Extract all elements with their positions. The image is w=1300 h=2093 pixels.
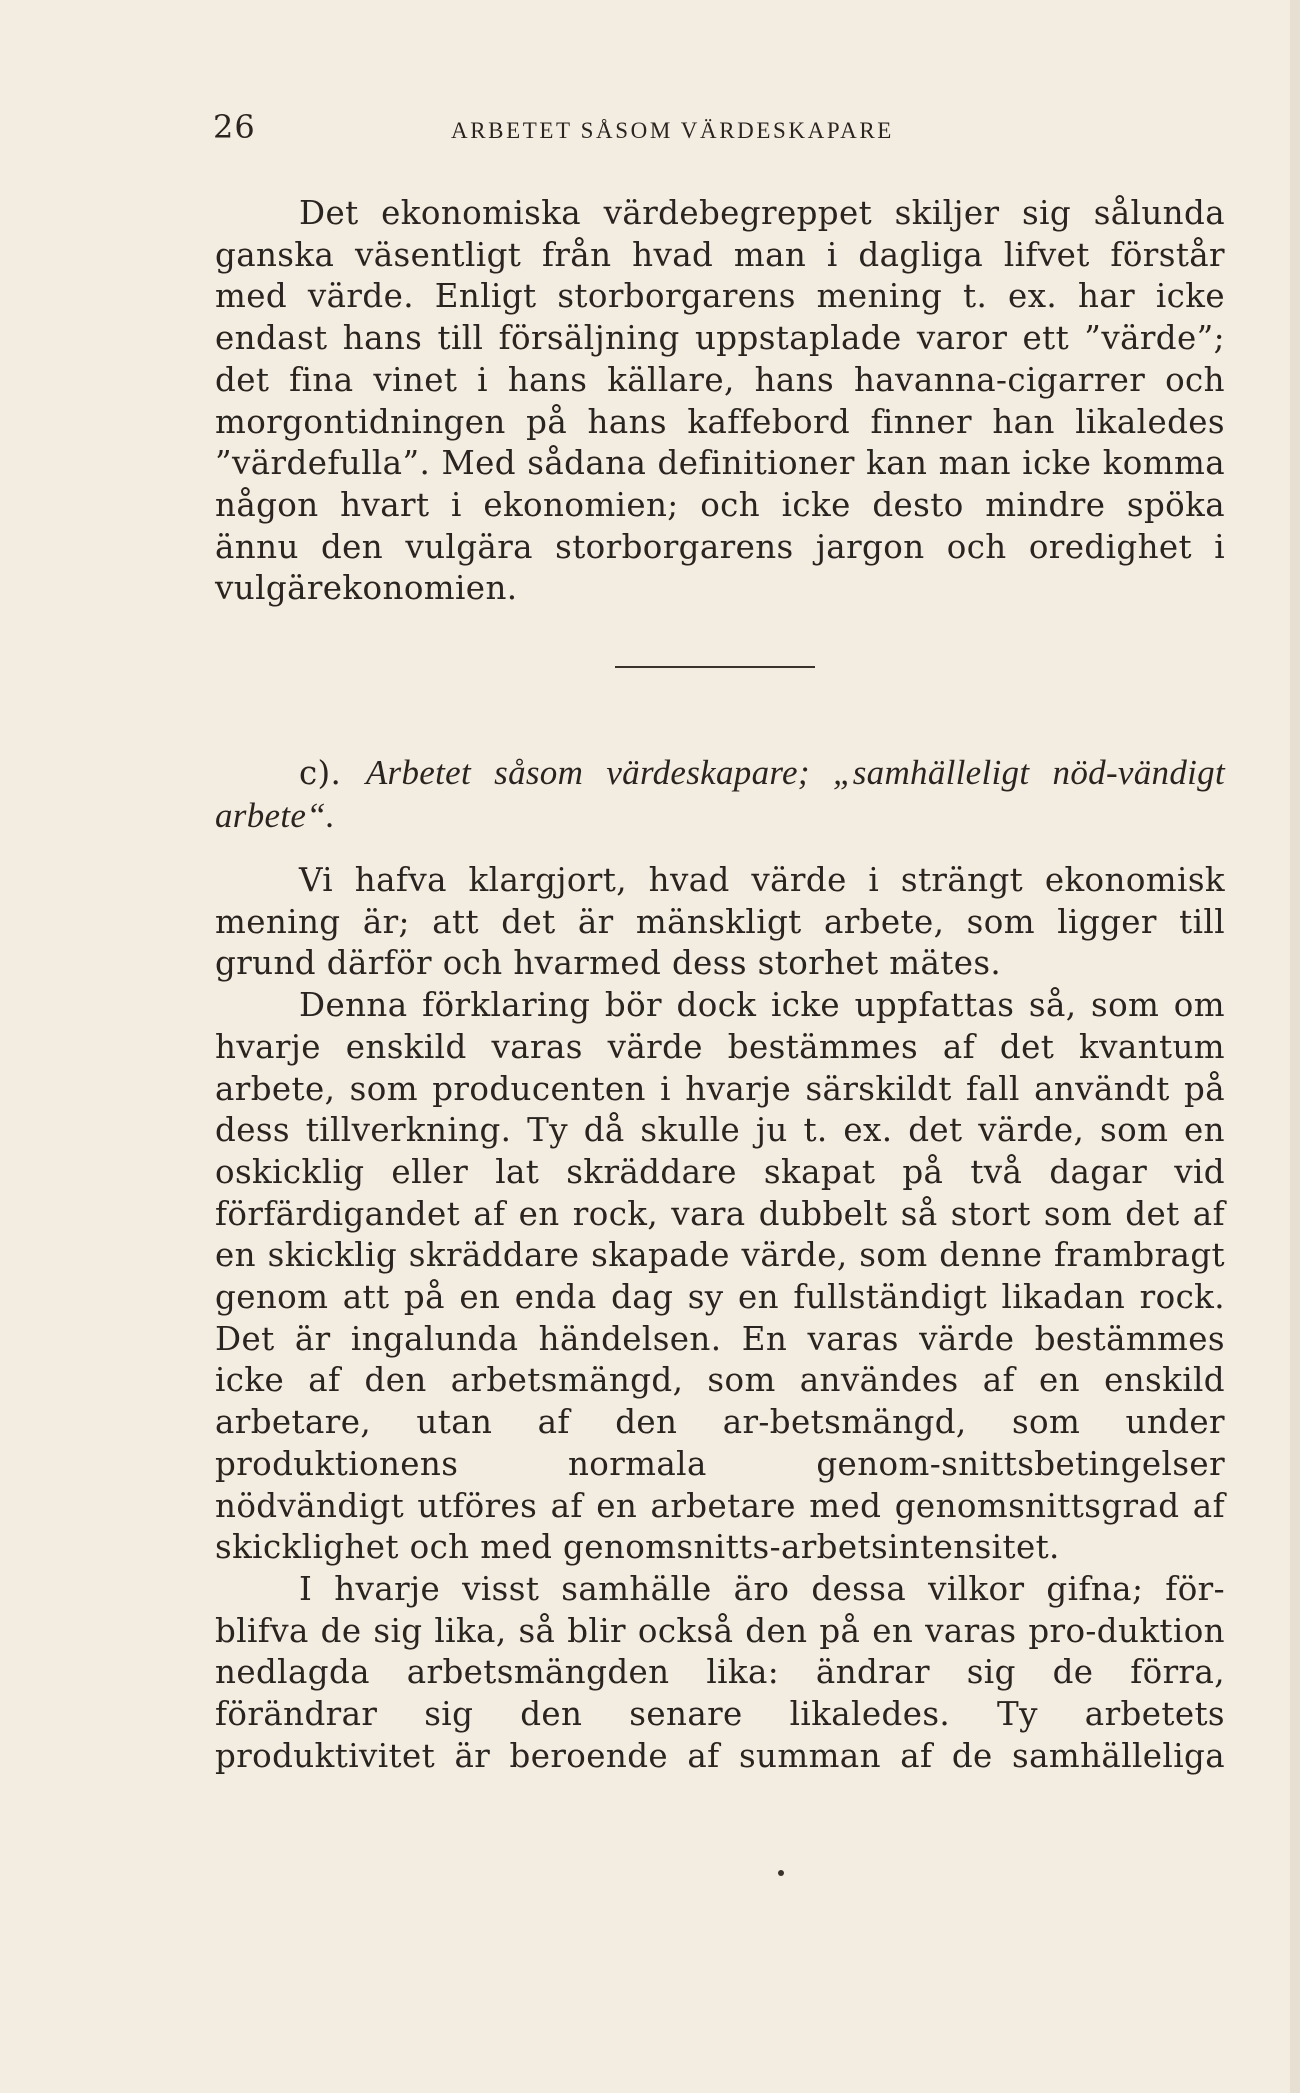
text-block-1: [215, 193, 1225, 610]
ink-speck: [778, 1870, 784, 1876]
section-label: c).: [299, 754, 342, 792]
scan-edge: [1290, 0, 1300, 2093]
section-divider: [615, 666, 815, 668]
text-block-2: [215, 860, 1225, 1777]
paragraph-value-definitions: Det ekonomiska värdebegreppet skiljer sig sålunda ganska väsentligt från hvad man i dagliga lifvet förstår med värde. Enligt storborgarens mening t. ex. har icke endast hans till försäljning uppstaplade varor ett ”värde”; det fina vinet i hans källare, hans havanna-cigarrer och morgontidningen på hans kaffebord finner han likaledes ”värdefulla”. Med sådana definitioner kan man icke komma någon hvart i ekonomien; och icke desto mindre spöka ännu den vulgära storborgarens jargon och oredighet i vulgärekonomien.: [215, 194, 1225, 608]
section-heading: [215, 752, 1225, 837]
section-title: Arbetet såsom värdeskapare; „samhälleligt nöd-vändigt arbete“.: [215, 753, 1225, 835]
page-number: 26: [213, 108, 256, 146]
paragraph-average-labour: Denna förklaring bör dock icke uppfattas så, som om hvarje enskild varas värde bestämmes af det kvantum arbete, som producenten i hvarje särskildt fall användt på dess tillverkning. Ty då skulle ju t. ex. det värde, som en oskicklig eller lat skräddare skapat på två dagar vid förfärdigandet af en rock, vara dubbelt så stort som det af en skicklig skräddare skapade värde, som denne frambragt genom att på en enda dag sy en fullständigt likadan rock. Det är ingalunda händelsen. En varas värde bestämmes icke af den arbetsmängd, som användes af en enskild arbetare, utan af den ar-betsmängd, som under produktionens normala genom-snittsbetingelser nödvändigt utföres af en arbetare med genomsnittsgrad af skicklighet och med genomsnitts-arbetsintensitet.: [215, 986, 1225, 1567]
page-header: [213, 108, 1225, 152]
paragraph-labour-value: Vi hafva klargjort, hvad värde i strängt ekonomisk mening är; att det är mänskligt arbete, som ligger till grund därför och hvarmed dess storhet mätes.: [215, 861, 1225, 983]
running-head: ARBETET SÅSOM VÄRDESKAPARE: [451, 118, 894, 143]
paragraph-productivity: I hvarje visst samhälle äro dessa vilkor gifna; för-blifva de sig lika, så blir också den på en varas pro-duktion nedlagda arbetsmängden lika: ändrar sig de förra, förändrar sig den senare likaledes. Ty arbetets produktivitet är beroende af summan af de samhälleliga: [215, 1569, 1225, 1775]
